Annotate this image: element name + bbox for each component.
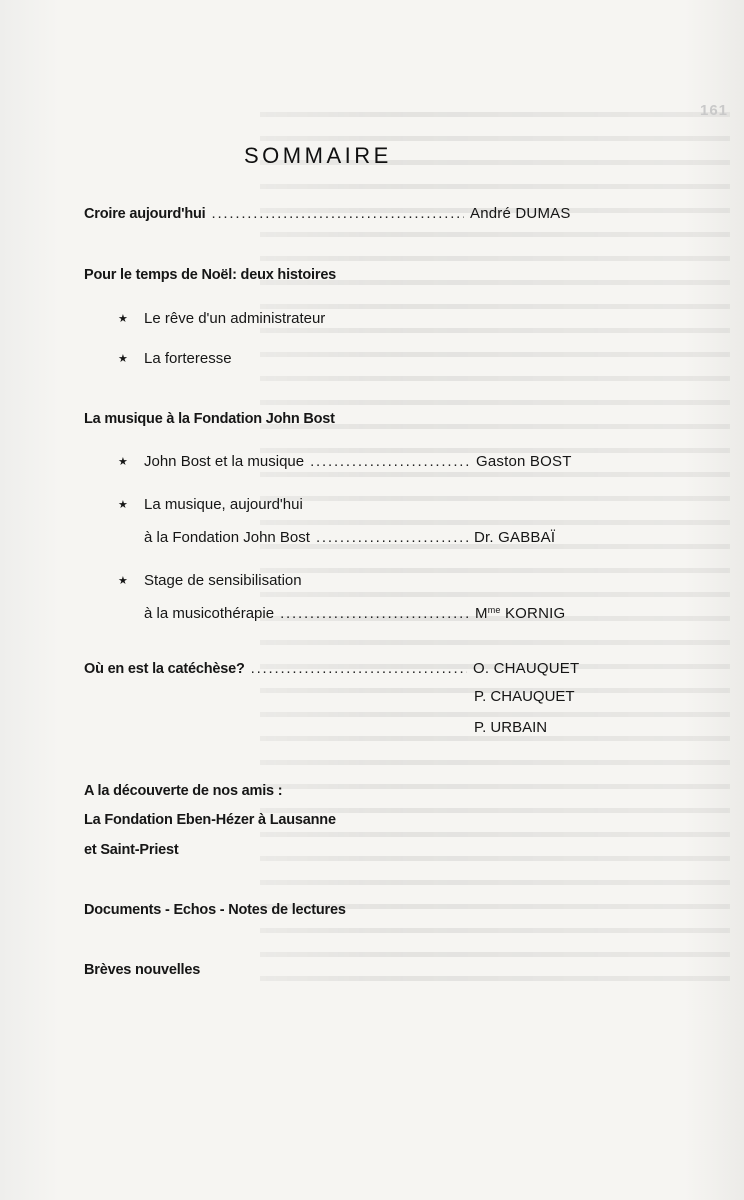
star-bullet-icon: ★ — [118, 353, 128, 365]
entry-title: Croire aujourd'hui — [84, 206, 206, 222]
dot-leader — [280, 605, 469, 622]
toc-entry-decouverte-line3[interactable]: et Saint-Priest — [84, 842, 179, 858]
entry-title-continued: à la musicothérapie — [144, 605, 275, 622]
toc-entry-noel-1[interactable] — [118, 310, 325, 327]
dot-leader — [212, 205, 465, 222]
author-name: KORNIG — [500, 605, 566, 622]
toc-entry-documents[interactable]: Documents - Echos - Notes de lectures — [84, 902, 346, 918]
entry-author: Dr. GABBAÏ — [474, 529, 556, 546]
entry-title: La musique, aujourd'hui — [144, 496, 303, 513]
toc-entry-musique-2-line2[interactable] — [144, 529, 610, 555]
toc-entry-catechese[interactable] — [84, 660, 610, 686]
entry-title-continued: à la Fondation John Bost — [144, 529, 310, 546]
entry-author-2: P. CHAUQUET — [474, 688, 575, 705]
toc-entry-musique-3-line2[interactable] — [144, 605, 610, 631]
toc-heading-noel[interactable]: Pour le temps de Noël: deux histoires — [84, 267, 337, 283]
author-prefix: M — [475, 605, 488, 622]
toc-entry-musique-3-line1[interactable] — [118, 572, 302, 589]
entry-title: Stage de sensibilisation — [144, 572, 302, 589]
toc-entry-croire[interactable] — [84, 205, 610, 231]
entry-title: Où en est la catéchèse? — [84, 661, 245, 677]
star-bullet-icon: ★ — [118, 499, 128, 511]
entry-author-3: P. URBAIN — [474, 719, 548, 736]
author-superscript: me — [487, 605, 501, 615]
entry-author — [475, 605, 610, 622]
dot-leader — [316, 529, 468, 546]
entry-title: John Bost et la musique — [144, 453, 305, 470]
page-number: 161 — [700, 102, 729, 119]
entry-author: André DUMAS — [470, 205, 571, 222]
toc-entry-musique-1[interactable] — [118, 453, 610, 479]
toc-entry-decouverte-line2[interactable]: La Fondation Eben-Hézer à Lausanne — [84, 812, 336, 828]
dot-leader — [310, 453, 470, 470]
dot-leader — [251, 660, 467, 677]
entry-author: Gaston BOST — [476, 453, 572, 470]
toc-heading-musique[interactable]: La musique à la Fondation John Bost — [84, 411, 335, 427]
toc-heading-decouverte[interactable]: A la découverte de nos amis : — [84, 783, 283, 799]
toc-entry-noel-2[interactable] — [118, 350, 232, 367]
entry-title: Le rêve d'un administrateur — [144, 310, 326, 327]
star-bullet-icon: ★ — [118, 313, 128, 325]
star-bullet-icon: ★ — [118, 456, 128, 468]
page-title: SOMMAIRE — [244, 143, 392, 168]
toc-entry-breves[interactable]: Brèves nouvelles — [84, 962, 201, 978]
entry-title: La forteresse — [144, 350, 232, 367]
star-bullet-icon: ★ — [118, 575, 128, 587]
entry-author: O. CHAUQUET — [473, 660, 580, 677]
toc-entry-musique-2-line1[interactable] — [118, 496, 303, 513]
